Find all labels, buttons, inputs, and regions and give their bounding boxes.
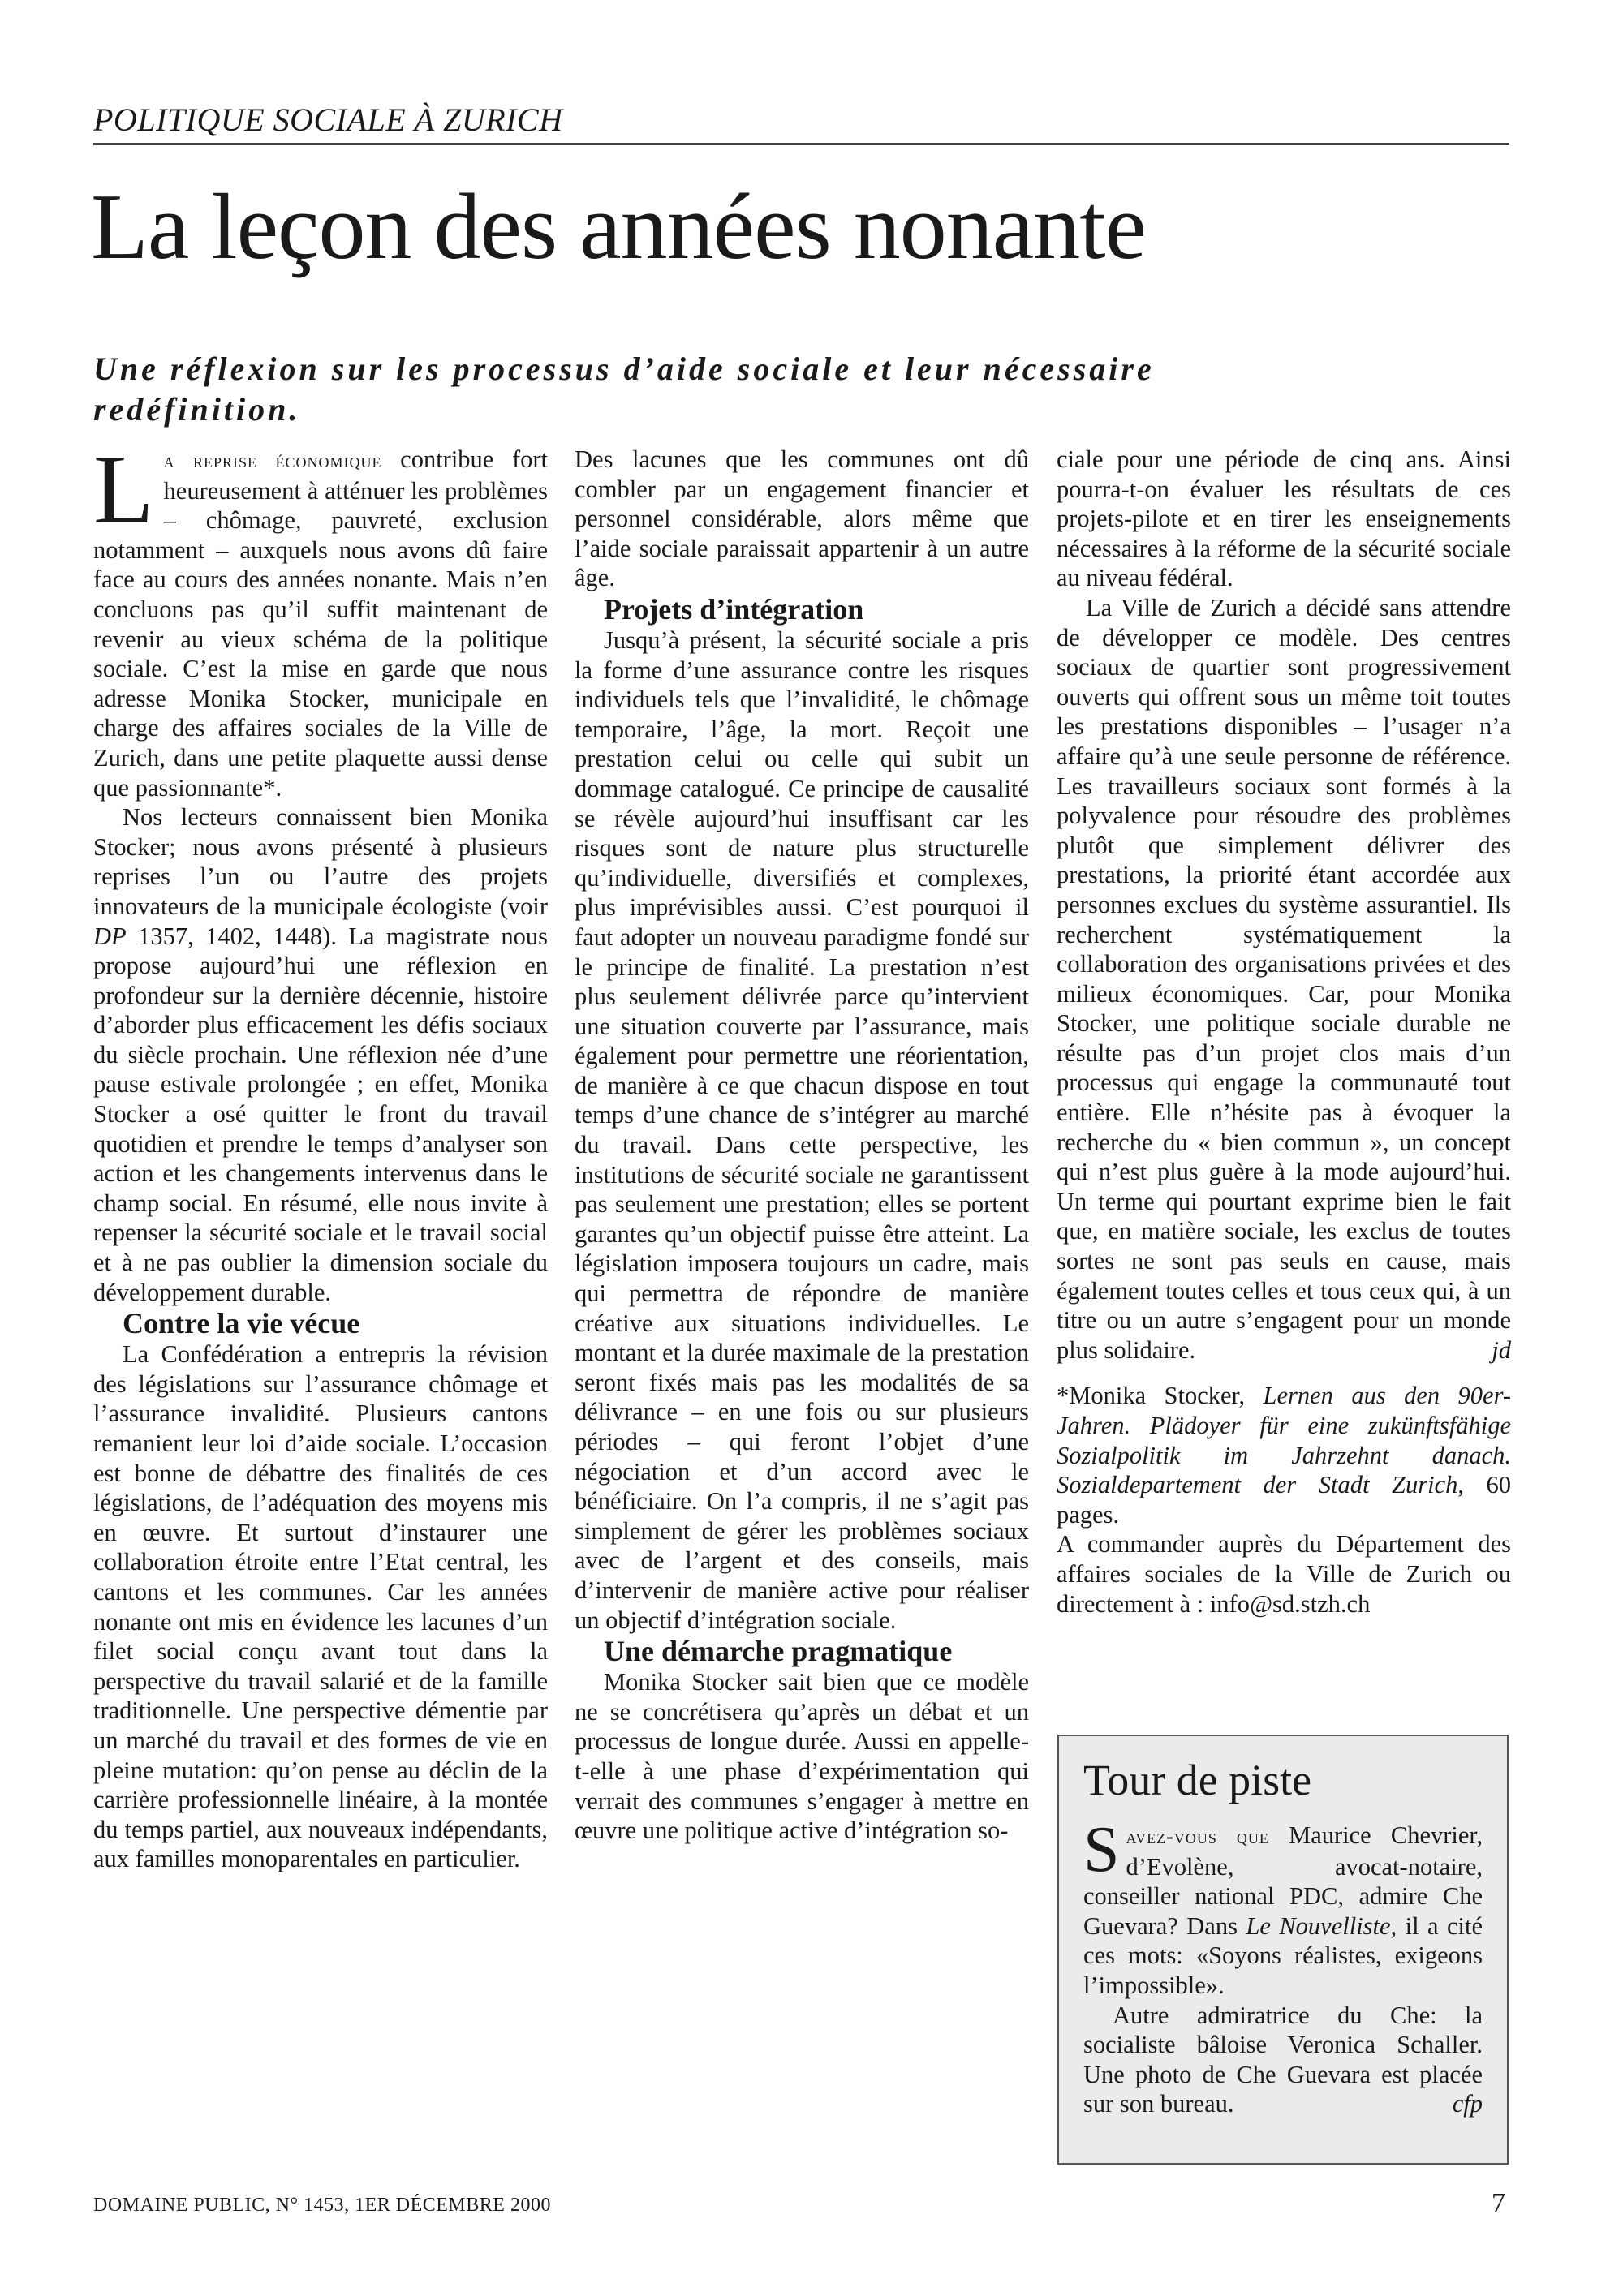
author-signature: jd	[1492, 1335, 1511, 1364]
footnote-book-title: Lernen aus den 90er-Jahren. Plädoyer für eine zukünftsfähige Sozialpolitik im Jahrzehnt danach. Sozialdepartement der Stadt Zurich	[1057, 1382, 1511, 1499]
subheading: Une démarche pragmatique	[604, 1635, 953, 1668]
order-info: A commander auprès du Département des affaires sociales de la Ville de Zurich ou directement à : info@sd.stzh.ch	[1057, 1530, 1511, 1618]
paragraph	[1057, 593, 1511, 1365]
newspaper-title: Le Nouvelliste	[1246, 1911, 1391, 1940]
subheading: Contre la vie vécue	[123, 1307, 360, 1340]
tour-de-piste-box	[1057, 1735, 1509, 2165]
lead-small-caps: a reprise économique	[163, 449, 382, 472]
paragraph	[1083, 1814, 1483, 2001]
paragraph-text: Autre admiratrice du Che: la socialiste bâloise Veronica Schaller. Une photo de Che Guevara est placée sur son bureau.	[1083, 2001, 1483, 2118]
footnote-pages: , 60 pages.	[1057, 1471, 1511, 1529]
headline: La leçon des années nonante	[91, 175, 1146, 279]
paragraph	[1083, 2001, 1483, 2119]
paragraph: Monika Stocker sait bien que ce modèle ne se concrétisera qu’après un débat et un processus de longue durée. Aussi en appelle-t-elle à une phase d’expérimentation qui verrait des communes s’engager à mettre en œuvre une politique active d’intégration so-	[575, 1668, 1029, 1845]
footnote-text	[1057, 1381, 1511, 1529]
column-1	[93, 435, 548, 1874]
page-number: 7	[1492, 2188, 1505, 2218]
chapeau: Une réflexion sur les processus d’aide sociale et leur nécessaire redéfinition.	[93, 350, 1155, 428]
lead-small-caps: avez-vous que	[1126, 1825, 1269, 1848]
paragraph-text: contribue fort heureusement à atténuer les problèmes – chômage, pauvreté, exclusion notamment – auxquels nous avons dû faire face au cours des années nonante. Mais n’en concluons pas qu’il suffit maintenant de revenir au vieux schéma de la politique sociale. C’est la mise en garde que nous adresse Monika Stocker, municipale en charge des affaires sociales de la Ville de Zurich, dans une petite plaquette aussi dense que passionnante*.	[93, 445, 548, 802]
paragraph: ciale pour une période de cinq ans. Ainsi pourra-t-on évaluer les résultats de ces projets-pilote et en tirer les enseignements nécessaires à la réforme de la sécurité sociale au niveau fédéral.	[1057, 445, 1511, 592]
footer-publication: DOMAINE PUBLIC, N° 1453, 1ER DÉCEMBRE 2000	[93, 2195, 551, 2216]
paragraph-text: Maurice Chevrier, d’Evolène, avocat-notaire, conseiller national PDC, admire Che Guevara? Dans	[1083, 1821, 1483, 1940]
column-3	[1057, 445, 1511, 1619]
paragraph	[93, 802, 548, 1307]
section-rubric: POLITIQUE SOCIALE À ZURICH	[93, 102, 1509, 145]
paragraph-text: Nos lecteurs connaissent bien Monika Stocker; nous avons présenté à plusieurs reprises l’un ou l’autre des projets innovateurs de la municipale écologiste (voir	[93, 803, 548, 920]
column-2	[575, 445, 1029, 1846]
paragraph-text: La Ville de Zurich a décidé sans attendre de développer ce modèle. Des centres sociaux de quartier sont progressivement ouverts qui offrent sous un même toit toutes les prestations disponibles – l’usager n’a affaire qu’à une seule personne de référence. Les travailleurs sociaux sont formés à la polyvalence pour résoudre des problèmes plutôt que simplement délivrer des prestations, la priorité étant accordée aux personnes exclues du système assurantiel. Ils recherchent systématiquement la collaboration des organisations privées et des milieux économiques. Car, pour Monika Stocker, une politique sociale durable ne résulte pas d’un projet clos mais d’un processus qui engage la communauté tout entière. Elle n’hésite pas à évoquer la recherche du « bien commun », un concept qui n’est plus guère à la mode aujourd’hui. Un terme qui pourtant exprime bien le fait que, en matière sociale, les exclus de toutes sortes ne sont pas seuls en cause, mais également toutes celles et tous ceux qui, à un titre ou un autre s’engagent pour un monde plus solidaire.	[1057, 593, 1511, 1364]
footnote	[1057, 1381, 1511, 1619]
box-title: Tour de piste	[1083, 1756, 1312, 1804]
dropcap: L	[93, 435, 154, 544]
paragraph: La Confédération a entrepris la révision des législations sur l’assurance chômage et l’assurance invalidité. Plusieurs cantons remanient leur loi d’aide sociale. L’occasion est bonne de débattre des finalités de ces législations, de l’adéquation des moyens mis en œuvre. Et surtout d’instaurer une collaboration étroite entre l’Etat central, les cantons et les communes. Car les années nonante ont mis en évidence les lacunes d’un filet social conçu avant tout dans la perspective du travail salarié et de la famille traditionnelle. Une perspective démentie par un marché du travail et des formes de vie en pleine mutation: qu’on pense au déclin de la carrière professionnelle linéaire, à la montée du temps partiel, aux nouveaux indépendants, aux familles monoparentales en particulier.	[93, 1340, 548, 1873]
paragraph	[93, 435, 548, 802]
dropcap: S	[1083, 1814, 1120, 1885]
paragraph-text: , il a cité ces mots: «Soyons réalistes, exigeons l’impossible».	[1083, 1911, 1483, 1999]
dp-reference: DP	[93, 922, 127, 950]
paragraph-text: 1357, 1402, 1448). La magistrate nous propose aujourd’hui une réflexion en profondeur sur la dernière décennie, histoire d’aborder plus efficacement les défis sociaux du siècle prochain. Une réflexion née d’une pause estivale prolongée ; en effet, Monika Stocker a osé quitter le front du travail quotidien et prendre le temps d’analyser son action et les changements intervenus dans le champ social. En résumé, elle nous invite à repenser la sécurité sociale et le travail social et à ne pas oublier la dimension sociale du développement durable.	[93, 922, 548, 1306]
paragraph: Des lacunes que les communes ont dû combler par un engagement financier et personnel considérable, alors même que l’aide sociale paraissait appartenir à un autre âge.	[575, 445, 1029, 592]
subheading: Projets d’intégration	[604, 592, 864, 626]
paragraph: Jusqu’à présent, la sécurité sociale a pris la forme d’une assurance contre les risques individuels tels que l’invalidité, le chômage temporaire, l’âge, la mort. Reçoit une prestation celui ou celle qui subit un dommage catalogué. Ce principe de causalité se révèle aujourd’hui insuffisant car les risques sont de nature plus structurelle qu’individuelle, diversifiés et complexes, plus imprévisibles aussi. C’est pourquoi il faut adopter un nouveau paradigme fondé sur le principe de finalité. La prestation n’est plus seulement délivrée parce qu’intervient une situation couverte par l’assurance, mais également pour permettre une réorientation, de manière à ce que chacun dispose en tout temps d’une chance de s’intégrer au marché du travail. Dans cette perspective, les institutions de sécurité sociale ne garantissent pas seulement une prestation; elles se portent garantes qu’un objectif puisse être atteint. La législation imposera toujours un cadre, mais qui permettra de répondre de manière créative aux situations individuelles. Le montant et la durée maximale de la prestation seront fixés mais pas les modalités de sa délivrance – en une fois ou sur plusieurs périodes – qui feront l’objet d’une négociation et d’un accord avec le bénéficiaire. On l’a compris, il ne s’agit pas simplement de gérer les problèmes sociaux avec de l’argent et des conseils, mais d’intervenir de manière active pour réaliser un objectif d’intégration sociale.	[575, 626, 1029, 1634]
author-signature: cfp	[1452, 2090, 1483, 2118]
footnote-author: *Monika Stocker,	[1057, 1382, 1264, 1410]
